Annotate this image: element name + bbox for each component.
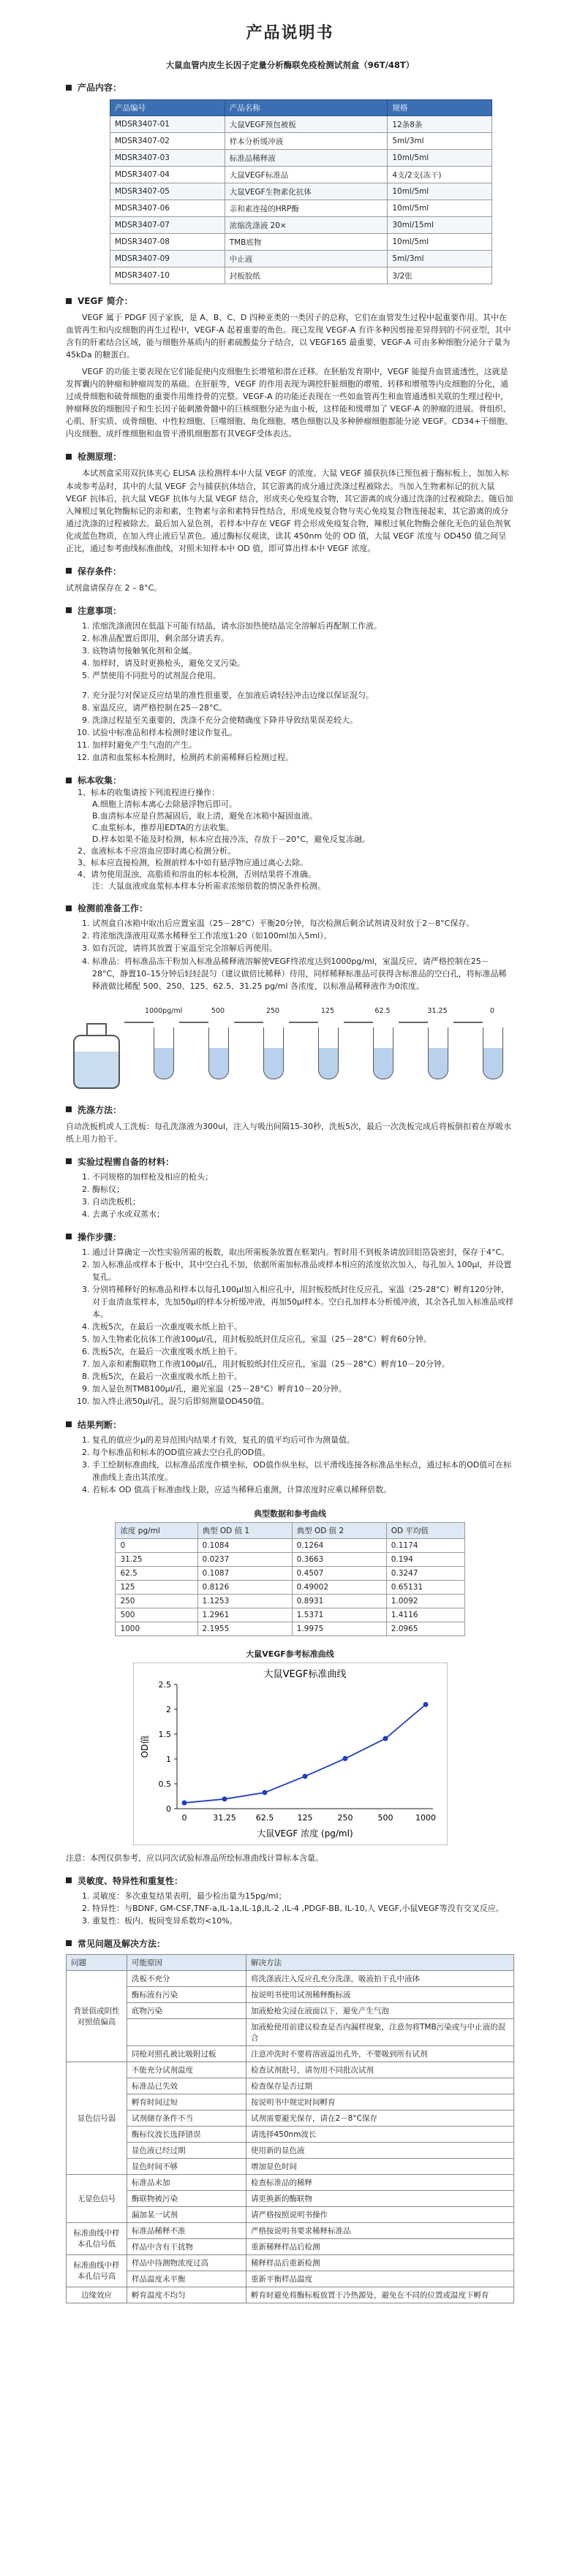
table-row <box>67 2062 514 2078</box>
table-row <box>110 251 492 267</box>
table-cell <box>127 2018 246 2045</box>
y-tick-label: 1.5 <box>158 1729 171 1739</box>
table-cell: 显色时间不够 <box>127 2158 246 2174</box>
step-item: 7. 加入亲和素酶联物工作液100μl/孔，用封板胶纸封住反应孔，室温（25－28°C）孵育10－20分钟。 <box>92 1358 514 1370</box>
table-cell: 0.8126 <box>197 1580 292 1594</box>
page-title: 产品说明书 <box>246 24 334 42</box>
note-item: 5. 严禁使用不同批号的试剂混合使用。 <box>92 669 514 682</box>
table-cell: TMB底物 <box>225 234 388 251</box>
table-cell: 样本分析缓冲液 <box>225 133 388 150</box>
dilution-arrow <box>344 1022 373 1023</box>
data-table <box>115 1522 464 1636</box>
material-item: 4. 去离子水或双蒸水； <box>92 1208 514 1220</box>
table-row <box>116 1622 464 1635</box>
faq-problem: 显色信号弱 <box>67 2062 127 2174</box>
table-cell: 0.1174 <box>386 1538 464 1552</box>
intro-paragraph-2: VEGF 的功能主要表现在它们能促使内皮细胞生长增殖和潜在迁移。在胚胎发育期中，VEGF 能提升血管通透性，这就是发挥囊内的肿瘤和肿瘤周发的基础。在肝脏等，VEGF 的作用表现为调控肝脏细胞的增殖、转移和增殖等内皮细胞的分化，通过成骨细胞和破骨细胞的重要作用维持骨的完整。VEGF-A 的功能还表现在一些如血管再生和血管通透相关联的生理过程中，肿瘤释放的细胞因子和生长因子能刺激骨髓中的巨核细胞分泌为血小板，这样能和缓增加了 VEGF-A 的肿瘤的进展。骨组织、心肌、肝实质、成骨细胞、中性粒细胞、巨噬细胞、角化细胞、嗜色细胞以及多种肿瘤细胞都能分泌 VEGF。CD34+干细胞、内皮细胞、成纤维细胞和血管平滑肌细胞都有其VEGF受体表达。 <box>66 367 513 439</box>
table-cell: 4支/2支(冻干) <box>388 167 492 183</box>
table-cell: 标准品未加 <box>127 2174 246 2190</box>
table-cell: 10ml/5ml <box>388 234 492 251</box>
table-cell: 浓缩洗涤液 20× <box>225 217 388 234</box>
table-cell: 0.1084 <box>197 1538 292 1552</box>
table-cell: 0.3663 <box>292 1552 386 1566</box>
table-row <box>110 133 492 150</box>
table-cell: 请严格按照说明书操作 <box>246 2206 514 2222</box>
table-cell: MDSR3407-04 <box>110 167 225 183</box>
table-cell: 大鼠VEGF生物素化抗体 <box>225 183 388 200</box>
table-row <box>67 2287 514 2303</box>
table-cell: 加液枪枪尖浸在液面以下，避免产生气泡 <box>246 2002 514 2018</box>
note-item: 10. 试验中标准品和样本检测时建议作复孔。 <box>92 726 514 739</box>
faq-header: 问题 <box>67 1954 127 1970</box>
reagent-item: 1. 试剂盒自冰箱中取出后应置室温（25－28°C）平衡20分钟，每次检测后剩余试剂请及时放于2－8°C保存。 <box>92 917 514 930</box>
y-tick-label: 2.5 <box>158 1679 171 1690</box>
section-faq: 常见问题及解决方法： <box>66 1937 514 1950</box>
dilution-tube <box>154 1027 174 1079</box>
section-reagent: 检测前准备工作： <box>66 902 514 914</box>
data-point <box>302 1774 307 1779</box>
product-table-header: 产品名称 <box>225 100 388 116</box>
faq-header: 解决方法 <box>246 1954 514 1970</box>
table-row <box>110 217 492 234</box>
table-cell: 31.25 <box>116 1552 197 1566</box>
note-item: 3. 底物请勿接触氧化剂和金属。 <box>92 645 514 657</box>
table-cell: 重新平衡样品温度 <box>246 2271 514 2287</box>
result-item: 2. 每个标准品和标本的OD值应减去空白孔的OD值。 <box>92 1446 514 1459</box>
table-cell: 0.65131 <box>386 1580 464 1594</box>
data-table-header: OD 平均值 <box>386 1522 464 1538</box>
table-cell: 1.1253 <box>197 1594 292 1608</box>
bullet-icon <box>66 454 72 460</box>
table-cell: 重新稀释样品后检测 <box>246 2238 514 2254</box>
data-point <box>181 1800 187 1805</box>
dilution-label: 125 <box>320 1006 335 1015</box>
table-cell: 10ml/5ml <box>388 200 492 217</box>
table-cell: MDSR3407-03 <box>110 150 225 167</box>
table-cell: 0.3247 <box>386 1566 464 1580</box>
dilution-label: 1000pg/ml <box>145 1006 183 1015</box>
result-item: 1. 复孔的值应少μ的差异范围内结果才有效，复孔的值平均后可作为测量值。 <box>92 1434 514 1446</box>
dilution-arrow <box>289 1022 318 1023</box>
table-row <box>116 1608 464 1622</box>
note-item: 4. 加样时，请及时更换枪头，避免交叉污染。 <box>92 657 514 669</box>
section-materials: 实验过程需自备的材料： <box>66 1155 514 1168</box>
table-cell: 酶标仪波长选择错误 <box>127 2126 246 2142</box>
dilution-label: 250 <box>265 1006 280 1015</box>
x-tick-label: 31.25 <box>212 1812 236 1823</box>
table-row <box>67 2206 514 2222</box>
spec-item: 2. 特异性：与BDNF, GM-CSF,TNF-a,IL-1a,IL-1β,IL-2 ,IL-4 ,PDGF-BB, IL-10,人 VEGF,小鼠VEGF等没有交叉反应。 <box>92 1902 514 1915</box>
table-cell: 请更换新的酶联物 <box>246 2190 514 2206</box>
table-cell: 3/2张 <box>388 267 492 284</box>
intro-paragraph-1: VEGF 属于 PDGF 因子家族，是 A、B、C、D 四种亚类的一类因子的总称，它们在血管发生过程中起重要作用。其中在血管再生和内皮细胞的再生过程中，VEGF-A 起着重要的角色。现已发现 VEGF-A 有许多种因剪接差异得到的不同亚型，其中含有的肝素结合区域，能与细胞外基质内的肝素硫酸盐分子结合，以 VEGF165 最重要，VEGF-A 可由多种细胞分泌分子量为 45kDa 的糖蛋白。 <box>66 313 511 360</box>
faq-problem: 边缘效应 <box>67 2287 127 2303</box>
table-cell: 0.1087 <box>197 1566 292 1580</box>
sample-line: A.细胞上清标本离心去除悬浮物后即可。 <box>92 799 237 810</box>
sample-line: 3、标本应直接检测，检测前样本中如有悬浮物应通过离心去除。 <box>78 858 308 868</box>
reagent-item: 3. 如有沉淀，请将其放置于室温至完全溶解后再使用。 <box>92 942 514 954</box>
step-item: 6. 洗板5次，在最后一次重度吸水纸上拍干。 <box>92 1345 514 1358</box>
table-cell: 试剂需要避光保存，请在2－8°C保存 <box>246 2110 514 2126</box>
table-cell: 酶联物被污染 <box>127 2190 246 2206</box>
section-wash: 洗涤方法： <box>66 1103 514 1116</box>
section-result: 结果判断： <box>66 1418 514 1431</box>
principle-text: 本试剂盒采用双抗体夹心 ELISA 法检测样本中大鼠 VEGF 的浓度。大鼠 VEGF 捕获抗体已预包被于酶标板上，加加入标本或参考品时，其中的大鼠 VEGF 会与捕获抗体结合，其它游离的成分通过洗涤过程被除去。当加入生物素标记的抗大鼠 VEGF 抗体后，抗大鼠 VEGF 抗体与大鼠 VEGF 结合，形成夹心免疫复合物，其它游离的成分通过洗涤的过程被除去。随后加入辣根过氧化物酶标记的亲和素，生物素与亲和素特异性结合，形成免疫复合物与夹心免疫复合物连接起来，其它游离的成分通过洗涤的过程被除去。最后加入显色剂，若样本中存在 VEGF 将会形成免疫复合物，辣根过氧化物酶会催化无色的显色剂氧化成蓝色物质，在加入终止液后呈黄色。通过酶标仪观读，读其 450nm 处的 OD 值，大鼠 VEGF 浓度与 OD450 值之间呈正比，通过参考曲线标准曲线，对照未知样本中 OD 值，即可算出样本中 VEGF 浓度。 <box>66 468 513 553</box>
table-cell: 请选择450nm波长 <box>246 2126 514 2142</box>
sample-line: D.样本如果不能及时检测，标本应直接冷冻，存放于－20°C，避免反复冻融。 <box>92 835 371 845</box>
dilution-tube <box>263 1027 284 1079</box>
data-point <box>423 1702 428 1707</box>
table-cell: 孵育时避免将酶标板放置于冷热源处，避免在不同的位置或温度下孵育 <box>246 2287 514 2303</box>
x-tick-label: 500 <box>377 1812 393 1823</box>
faq-table <box>66 1954 514 2303</box>
table-cell: 检查试剂批号，请勿用不同批次试剂 <box>246 2062 514 2078</box>
table-cell: 不能充分试剂温度 <box>127 2062 246 2078</box>
dilution-tube <box>318 1027 339 1079</box>
table-cell: 样品中含有干扰物 <box>127 2238 246 2254</box>
sample-line: C.血浆标本，推荐用EDTA的方法收集。 <box>92 823 234 833</box>
table-row <box>116 1538 464 1552</box>
material-item: 2. 酶标仪； <box>92 1183 514 1196</box>
table-cell: 加液枪使用前建议检查是否内漏样现象，注意勿将TMB污染或与中止液的混合 <box>246 2018 514 2045</box>
table-cell: MDSR3407-07 <box>110 217 225 234</box>
dilution-label: 31.25 <box>427 1006 448 1015</box>
data-point <box>383 1736 388 1741</box>
sample-intro: 1、标本的收集请按下列流程进行操作： <box>78 788 219 798</box>
spec-item: 1. 灵敏度：多次重复结果表明，最少检出量为15pg/ml； <box>92 1890 514 1902</box>
page-subtitle: 大鼠血管内皮生长因子定量分析酶联免疫检测试剂盒（96T/48T） <box>165 60 415 70</box>
note-item <box>92 682 514 689</box>
table-row <box>67 2238 514 2254</box>
table-cell: 10ml/5ml <box>388 150 492 167</box>
data-table-header: 浓度 pg/ml <box>116 1522 197 1538</box>
sample-line: 2、血液标本不应溶血应即时离心检测分析。 <box>78 846 236 856</box>
table-cell: 62.5 <box>116 1566 197 1580</box>
storage-text: 试剂盒请保存在 2 – 8°C。 <box>66 582 162 593</box>
sample-line: B.血清标本应是自然凝固后，取上清，避免在冰箱中凝固血液。 <box>92 811 318 821</box>
stock-bottle <box>73 1035 120 1089</box>
y-tick-label: 0 <box>165 1804 171 1814</box>
reagent-list <box>80 917 514 992</box>
dilution-diagram <box>66 998 514 1093</box>
bullet-icon <box>66 1106 72 1112</box>
table-cell: MDSR3407-08 <box>110 234 225 251</box>
product-table-header: 产品编号 <box>110 100 225 116</box>
x-tick-label: 1000 <box>415 1812 436 1823</box>
table-cell: 酶标液有污染 <box>127 1986 246 2002</box>
result-item: 4. 若标本 OD 值高于标准曲线上限，应适当稀释后重测，计算浓度时应乘以稀释倍数。 <box>92 1483 514 1496</box>
table-cell: 1.2961 <box>197 1608 292 1622</box>
table-cell: 1.5371 <box>292 1608 386 1622</box>
table-cell: 样品温度未平衡 <box>127 2271 246 2287</box>
table-cell: 30ml/15ml <box>388 217 492 234</box>
table-cell: 中止液 <box>225 251 388 267</box>
table-row <box>67 2126 514 2142</box>
chart-note: 注意：本图仅供参考，应以同次试验标准品所绘标准曲线计算标本含量。 <box>66 1853 323 1863</box>
table-cell: 标准品已失效 <box>127 2078 246 2094</box>
table-row <box>110 183 492 200</box>
step-item: 4. 洗板5次，在最后一次重度吸水纸上拍干。 <box>92 1321 514 1333</box>
table-cell: 0.0237 <box>197 1552 292 1566</box>
table-cell: 0.1264 <box>292 1538 386 1552</box>
materials-list <box>80 1171 514 1220</box>
sample-block <box>78 786 514 892</box>
step-item: 10. 加入终止液50μl/孔，混匀后即刻测量OD450值。 <box>92 1395 514 1407</box>
table-cell: 2.0965 <box>386 1622 464 1635</box>
table-row <box>110 200 492 217</box>
table-row <box>116 1566 464 1580</box>
chart-frame <box>133 1663 448 1845</box>
note-item: 9. 洗涤过程是至关重要的，洗涤不充分会使精确度下降并导致结果误差较大。 <box>92 714 514 726</box>
x-tick-label: 250 <box>337 1812 353 1823</box>
sample-note: 注：大鼠血液或血浆标本样本分析需求浓缩倍数的情况条件检测。 <box>92 881 325 892</box>
data-table-header: 典型 OD 值 2 <box>292 1522 386 1538</box>
table-cell: 洗板不充分 <box>127 1970 246 1986</box>
table-row <box>67 2174 514 2190</box>
table-cell: 底物污染 <box>127 2002 246 2018</box>
table-cell: 亲和素连接的HRP酶 <box>225 200 388 217</box>
note-item: 1. 浓缩洗涤液因在低温下可能有结晶，请水浴加热使结晶完全溶解后再配制工作液。 <box>92 620 514 632</box>
table-cell: 将洗涤液注入反应孔充分洗涤，吸液拍干孔中液体 <box>246 1970 514 1986</box>
steps-list <box>80 1246 514 1408</box>
note-item: 8. 室温反应，请严格控制在25－28°C。 <box>92 702 514 714</box>
table-row <box>67 2158 514 2174</box>
reagent-item: 2. 将浓缩洗涤液用双蒸水稀释至工作浓度1:20（如100ml加入5ml）。 <box>92 930 514 942</box>
table-row <box>67 2142 514 2158</box>
standard-curve-chart <box>133 1663 448 1845</box>
dilution-arrow <box>453 1022 483 1023</box>
note-item: 12. 血清和血浆标本检测时，检测药术前需稀释后检测过程。 <box>92 751 514 764</box>
chart-title: 大鼠VEGF标准曲线 <box>263 1668 346 1680</box>
table-cell: 同枪对照孔被比吸附过板 <box>127 2045 246 2062</box>
table-row <box>116 1552 464 1566</box>
x-axis-label: 大鼠VEGF 浓度 (pg/ml) <box>256 1828 353 1839</box>
dilution-label: 62.5 <box>374 1006 391 1015</box>
table-cell: 检查保存是否过期 <box>246 2078 514 2094</box>
data-table-title: 典型数据和参考曲线 <box>254 1508 326 1519</box>
step-item: 5. 加入生物素化抗体工作液100μl/孔，用封板胶纸封住反应孔，室温（25－28°C）孵育60分钟。 <box>92 1333 514 1345</box>
faq-problem: 无显色信号 <box>67 2174 127 2222</box>
product-table <box>110 99 492 284</box>
table-cell: 1.0092 <box>386 1594 464 1608</box>
table-cell: 漏加某一试剂 <box>127 2206 246 2222</box>
table-cell: 10ml/5ml <box>388 183 492 200</box>
table-cell: 标准品稀释不准 <box>127 2222 246 2238</box>
spec-list <box>80 1890 514 1927</box>
material-item: 3. 自动洗板机； <box>92 1196 514 1208</box>
note-item: 2. 标准品配置后即用，剩余部分请丢弃。 <box>92 632 514 645</box>
x-tick-label: 62.5 <box>255 1812 274 1823</box>
bullet-icon <box>66 607 72 613</box>
result-list <box>80 1434 514 1496</box>
table-row <box>67 2190 514 2206</box>
table-cell: 大鼠VEGF标准品 <box>225 167 388 183</box>
product-table-header: 规格 <box>388 100 492 116</box>
table-row <box>67 2094 514 2110</box>
table-row <box>116 1594 464 1608</box>
table-row <box>67 2078 514 2094</box>
table-cell: MDSR3407-10 <box>110 267 225 284</box>
table-row <box>67 2002 514 2018</box>
data-point <box>262 1790 267 1795</box>
result-item: 3. 手工绘制标准曲线，以标准品浓度作横坐标，OD值作纵坐标，以平滑线连接各标准品坐标点，通过标本的OD值可在标准曲线上查出其浓度。 <box>92 1459 514 1483</box>
table-cell: 125 <box>116 1580 197 1594</box>
y-tick-label: 1 <box>165 1754 171 1764</box>
table-cell: 12条8条 <box>388 116 492 133</box>
table-row <box>67 2222 514 2238</box>
dilution-arrow <box>399 1022 428 1023</box>
section-steps: 操作步骤： <box>66 1231 514 1243</box>
dilution-arrow <box>124 1022 154 1023</box>
table-cell: 5ml/3ml <box>388 251 492 267</box>
table-cell: 大鼠VEGF预包被板 <box>225 116 388 133</box>
dilution-arrow <box>179 1022 208 1023</box>
faq-problem: 标准曲线中样本孔信号高 <box>67 2254 127 2287</box>
table-cell: 试剂储存条件不当 <box>127 2110 246 2126</box>
table-row <box>67 1986 514 2002</box>
bullet-icon <box>66 1940 72 1946</box>
table-cell: 0.194 <box>386 1552 464 1566</box>
table-cell: 250 <box>116 1594 197 1608</box>
dilution-tube <box>483 1027 503 1079</box>
table-cell: 使用新的显色液 <box>246 2142 514 2158</box>
dilution-arrow <box>234 1022 263 1023</box>
table-row <box>67 2271 514 2287</box>
reagent-item: 4. 标准品：将标准品冻干粉加入标准品稀释液溶解使VEGF终浓度达到1000pg/ml，室温反应，请严格控制在25－28°C，静置10–15分钟后轻轻混匀（建议做倍比稀释）待用，同样稀释标准品可获得含标准品的空白孔，将标准品稀释液做比稀配 500、250、125、62.5、31.25 pg/ml 各浓度，以标准品稀释液作为0浓度。 <box>92 955 514 992</box>
table-row <box>110 116 492 133</box>
section-notes: 注意事项： <box>66 604 514 617</box>
faq-problem: 背景值或阴性对照值偏高 <box>67 1970 127 2062</box>
table-cell: 显色液已经过期 <box>127 2142 246 2158</box>
table-cell: 500 <box>116 1608 197 1622</box>
table-cell: MDSR3407-06 <box>110 200 225 217</box>
table-cell: 稀释样品后重新检测 <box>246 2254 514 2271</box>
table-cell: 标准品稀释液 <box>225 150 388 167</box>
table-row <box>110 167 492 183</box>
table-cell: 检查标准品的稀释 <box>246 2174 514 2190</box>
sample-line: 4、请勿使用混浊、高脂质和溶血的标本检测，否则结果将不准确。 <box>78 870 316 880</box>
table-row <box>67 2018 514 2045</box>
section-contents: 产品内容： <box>66 81 514 94</box>
table-row <box>110 267 492 284</box>
bullet-icon <box>66 568 72 574</box>
x-tick-label: 0 <box>181 1812 187 1823</box>
table-cell: 孵育时间过短 <box>127 2094 246 2110</box>
dilution-tube <box>208 1027 229 1079</box>
table-cell: 1.4116 <box>386 1608 464 1622</box>
x-tick-label: 125 <box>297 1812 312 1823</box>
table-cell: 1.9975 <box>292 1622 386 1635</box>
table-cell: 按说明书中规定时间孵育 <box>246 2094 514 2110</box>
table-cell: 增加显色时间 <box>246 2158 514 2174</box>
material-item: 1. 不同规格的加样枪及相应的枪头； <box>92 1171 514 1183</box>
table-row <box>110 150 492 167</box>
table-cell: 样品中待测物浓度过高 <box>127 2254 246 2271</box>
table-row <box>67 2045 514 2062</box>
table-cell: 0.4507 <box>292 1566 386 1580</box>
table-row <box>67 2110 514 2126</box>
notes-list <box>80 620 514 764</box>
table-cell: 0.8931 <box>292 1594 386 1608</box>
chart-section-title: 大鼠VEGF参考标准曲线 <box>246 1649 334 1659</box>
bullet-icon <box>66 1234 72 1239</box>
data-table-header: 典型 OD 值 1 <box>197 1522 292 1538</box>
step-item: 8. 洗板5次，在最后一次重度吸水纸上拍干。 <box>92 1370 514 1383</box>
dilution-tube <box>428 1027 448 1079</box>
spec-item: 3. 重复性：板内、板间变异系数均<10%。 <box>92 1915 514 1927</box>
bullet-icon <box>66 1877 72 1883</box>
wash-text: 自动洗板机或人工洗板：每孔洗涤液为300ul，注入与吸出间隔15-30秒，洗板5次，最后一次洗板完成后将板倒扣着在厚吸水纸上用力拍干。 <box>66 1121 511 1144</box>
bullet-icon <box>66 85 72 91</box>
faq-problem: 标准曲线中样本孔信号低 <box>67 2222 127 2254</box>
note-item: 7. 充分混匀对保证反应结果的准性很重要，在加液后请轻轻冲击边缘以保证混匀。 <box>92 689 514 702</box>
chart-container <box>133 1663 448 1847</box>
y-tick-label: 2 <box>165 1704 171 1714</box>
section-sample: 标本收集： <box>66 774 514 786</box>
step-item: 2. 加入标准品或样本于板中，其中空白孔不加，依据所需加标准品或样本相应的浓度依次加入，每孔加入 100μl，并设置复孔。 <box>92 1258 514 1283</box>
table-cell: 封板胶纸 <box>225 267 388 284</box>
section-storage: 保存条件： <box>66 565 514 577</box>
step-item: 1. 通过计算确定一次性实验所需的板数，取出所需板条放置在框架内。暂时用不到板条请放回铝箔袋密封，保存于4°C。 <box>92 1246 514 1258</box>
table-cell: 注意冲洗时不要将溶液溢出孔外，不要吸到所有试剂 <box>246 2045 514 2062</box>
bullet-icon <box>66 1158 72 1164</box>
dilution-label: 0 <box>489 1006 495 1015</box>
faq-header: 可能原因 <box>127 1954 246 1970</box>
step-item: 3. 分别将稀释好的标准品和样本以每孔100μl加入相应孔中，用封板胶纸封住反应孔，室温（25-28°C）孵育120分钟，对于血清血浆样本，先加50μl的样本分析缓冲液，再加50μl样本。空白孔加样本分析缓冲液，其余各孔加入标准品或样本。 <box>92 1283 514 1321</box>
table-cell: MDSR3407-05 <box>110 183 225 200</box>
bullet-icon <box>66 778 72 783</box>
dilution-label: 500 <box>211 1006 225 1015</box>
bullet-icon <box>66 1421 72 1427</box>
dilution-tube <box>373 1027 393 1079</box>
bullet-icon <box>66 298 72 304</box>
table-cell: 孵育温度不均匀 <box>127 2287 246 2303</box>
table-cell: MDSR3407-02 <box>110 133 225 150</box>
table-cell: 2.1955 <box>197 1622 292 1635</box>
section-spec: 灵敏度、特异性和重复性： <box>66 1874 514 1887</box>
table-row <box>110 234 492 251</box>
y-tick-label: 0.5 <box>158 1779 171 1789</box>
table-cell: 1000 <box>116 1622 197 1635</box>
table-cell: 严格按说明书要求稀释标准品 <box>246 2222 514 2238</box>
data-point <box>342 1756 347 1761</box>
table-cell: 0.49002 <box>292 1580 386 1594</box>
section-intro: VEGF 简介： <box>66 295 514 307</box>
table-cell: 5ml/3ml <box>388 133 492 150</box>
bullet-icon <box>66 905 72 911</box>
data-point <box>222 1796 227 1801</box>
table-cell: MDSR3407-09 <box>110 251 225 267</box>
table-row <box>67 1970 514 1986</box>
step-item: 9. 加入显色剂TMB100μl/孔，避光室温（25－28°C）孵育10－20分钟。 <box>92 1383 514 1395</box>
section-principle: 检测原理： <box>66 450 514 463</box>
y-axis-label: OD值 <box>139 1735 150 1758</box>
table-cell: MDSR3407-01 <box>110 116 225 133</box>
table-cell: 0 <box>116 1538 197 1552</box>
table-row <box>67 2254 514 2271</box>
table-cell: 按说明书使用试剂稀释酶标液 <box>246 1986 514 2002</box>
table-row <box>116 1580 464 1594</box>
note-item: 11. 加样时避免产生气泡的产生。 <box>92 739 514 751</box>
